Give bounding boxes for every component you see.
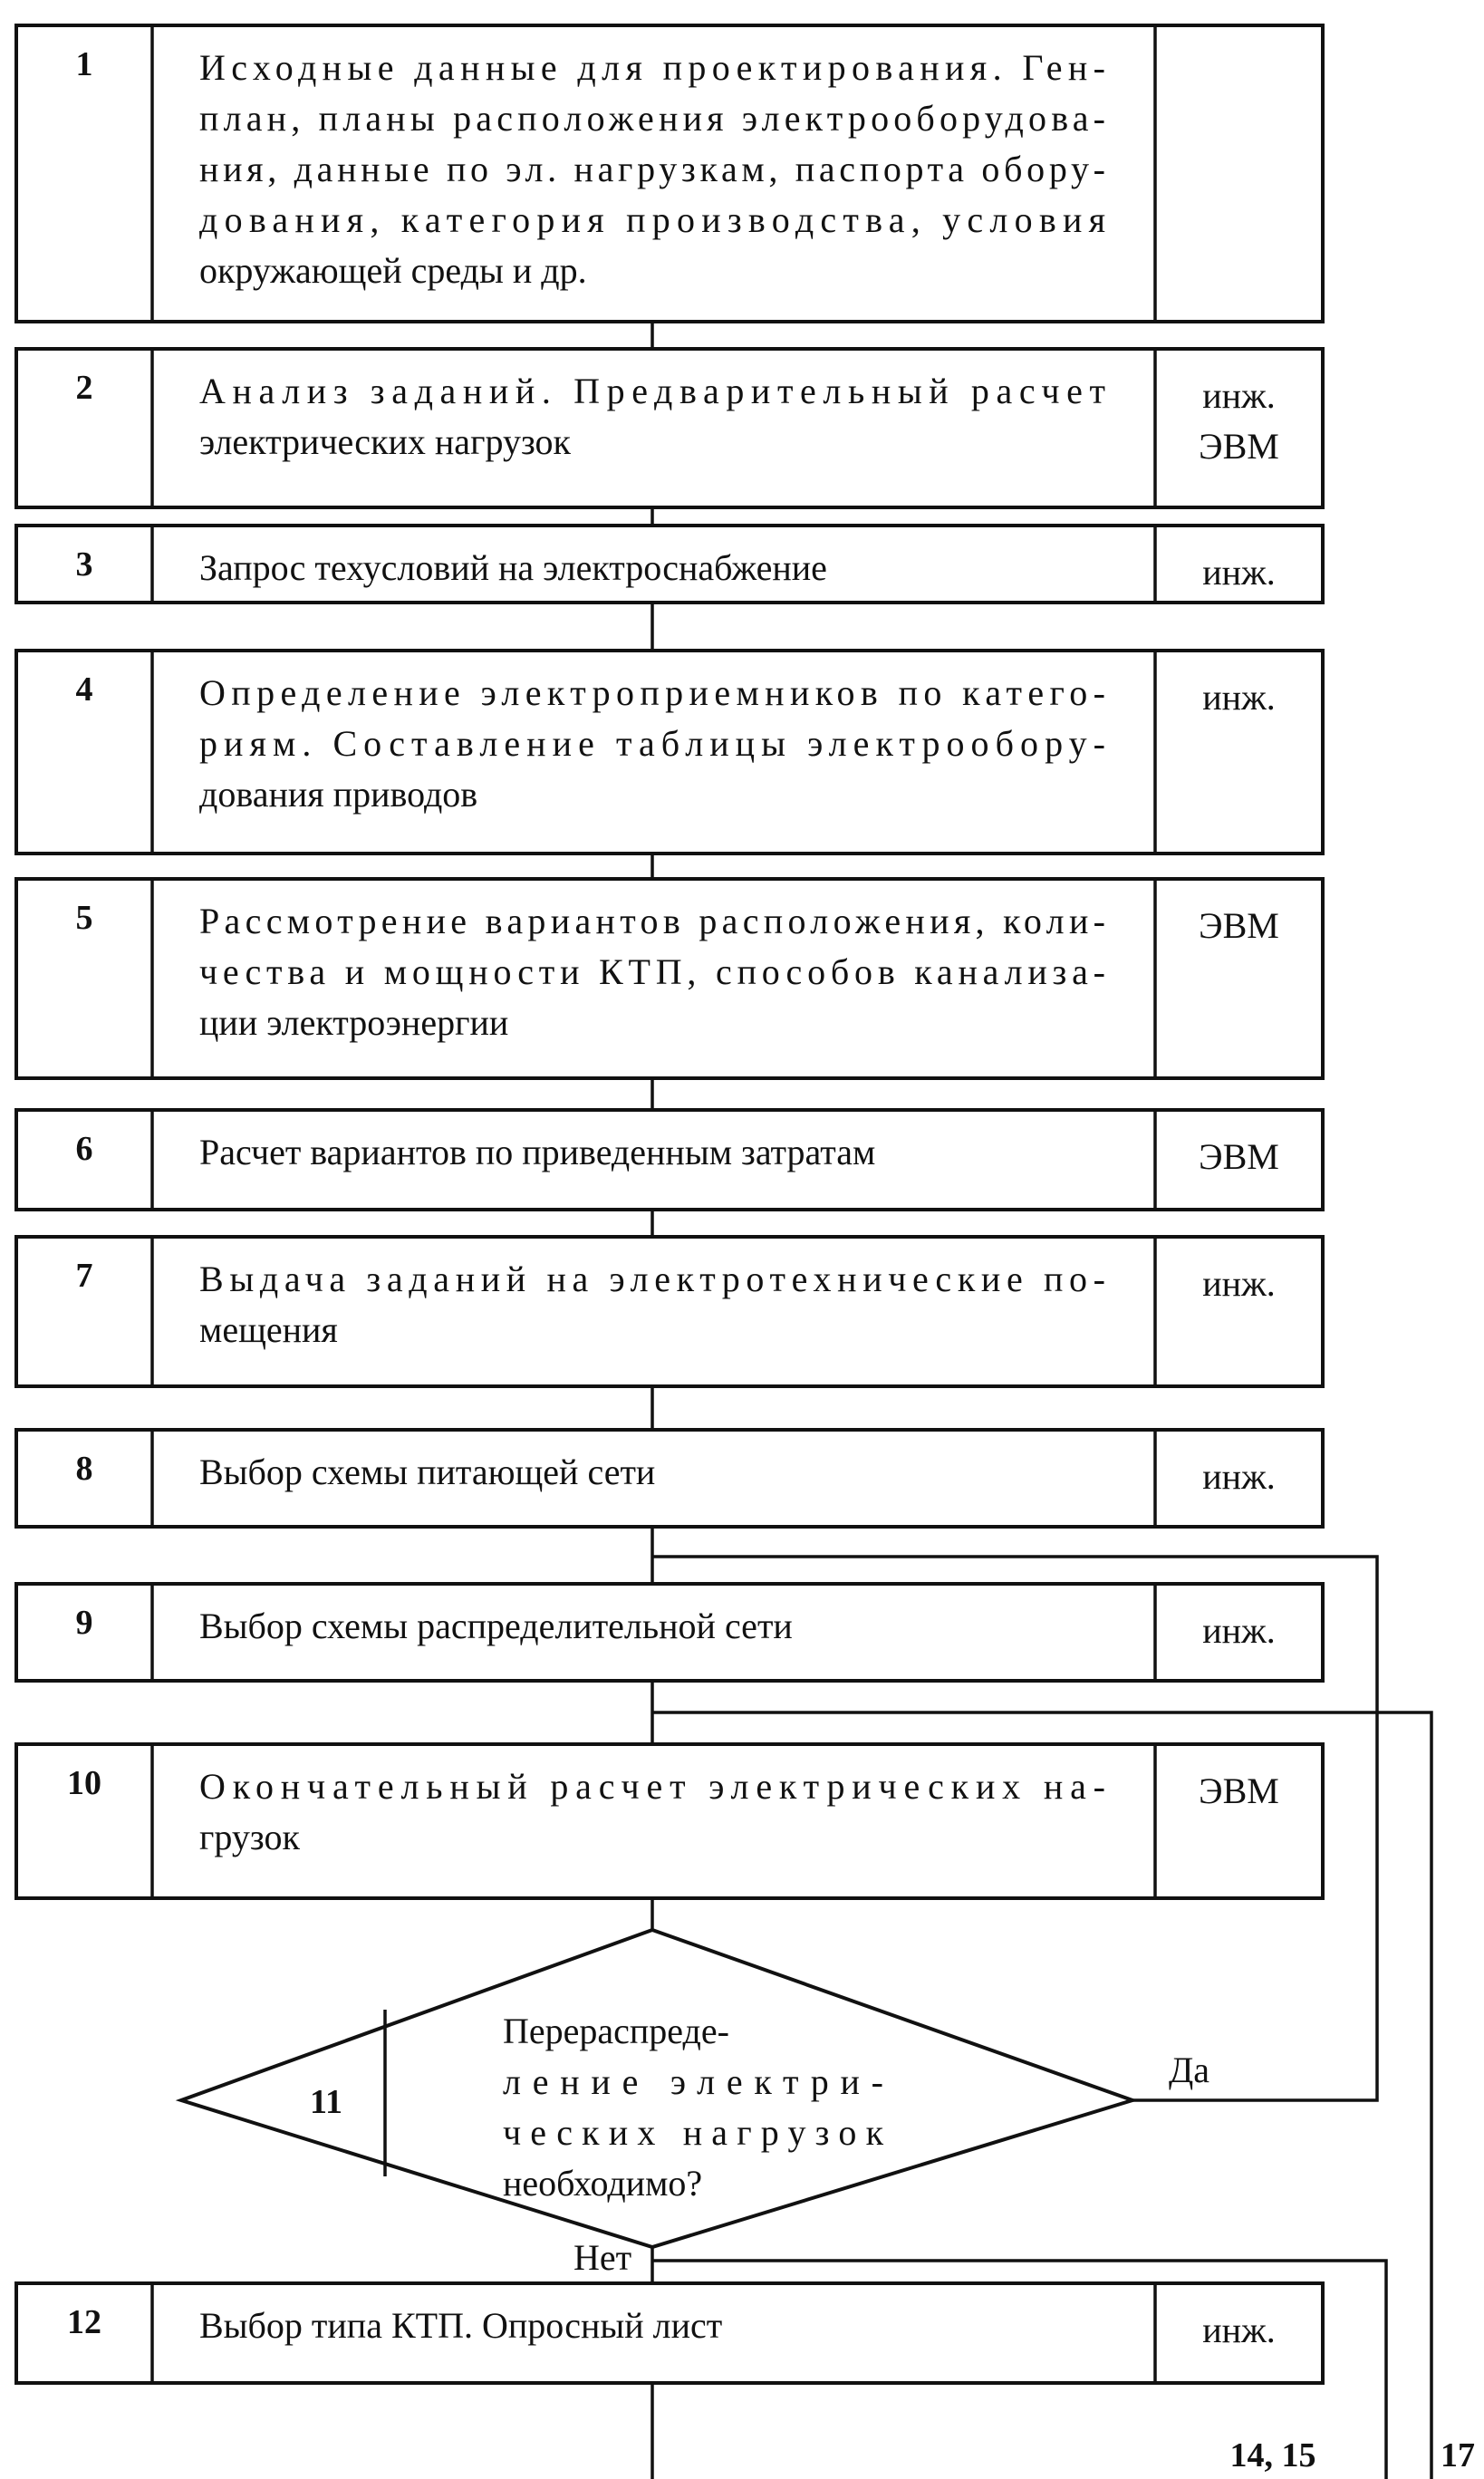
step-text: план, планы расположения электрооборудова- <box>199 98 1106 139</box>
step-text: Выбор схемы распределительной сети <box>199 1606 793 1646</box>
step-text: Выбор схемы питающей сети <box>199 1452 656 1492</box>
step-text: Рассмотрение вариантов расположения, коли- <box>199 901 1105 941</box>
step-text: мещения <box>199 1309 338 1350</box>
no-label: Нет <box>573 2237 632 2278</box>
step-text: окружающей среды и др. <box>199 250 587 291</box>
executor-label: инж. <box>1202 1263 1276 1304</box>
step-number: 1 <box>75 45 93 83</box>
decision-number: 11 <box>310 2083 342 2121</box>
step-text: Окончательный расчет электрических на- <box>199 1766 1105 1807</box>
step-text: грузок <box>199 1817 300 1857</box>
step-text: Запрос техусловий на электроснабжение <box>199 547 827 588</box>
executor-label: инж. <box>1202 552 1276 593</box>
step-text: Выдача заданий на электротехнические по- <box>199 1259 1105 1299</box>
decision-text: Перераспреде- <box>503 2011 729 2051</box>
executor-label: ЭВМ <box>1199 426 1279 467</box>
executor-label: инж. <box>1202 1610 1276 1651</box>
step-text: ции электроэнергии <box>199 1002 509 1043</box>
decision-text: необходимо? <box>503 2163 703 2204</box>
step-3 <box>16 526 1323 603</box>
step-number: 8 <box>75 1450 93 1488</box>
decision-text: ческих нагрузок <box>503 2112 883 2153</box>
step-text: Выбор типа КТП. Опросный лист <box>199 2305 723 2346</box>
decision-11 <box>181 1930 1209 2278</box>
step-text: чества и мощности КТП, способов канализа- <box>199 951 1105 992</box>
executor-label: инж. <box>1202 1456 1276 1497</box>
step-number: 6 <box>75 1130 93 1168</box>
step-text: ния, данные по эл. нагрузкам, паспорта обору- <box>199 149 1105 189</box>
step-4 <box>16 651 1323 854</box>
executor-label: ЭВМ <box>1199 1136 1279 1177</box>
step-12 <box>16 2283 1323 2383</box>
step-number: 12 <box>67 2303 101 2341</box>
step-number: 5 <box>75 899 93 937</box>
executor-label: инж. <box>1202 2310 1276 2350</box>
ref-17: 17 <box>1441 2436 1475 2474</box>
executor-label: ЭВМ <box>1199 905 1279 946</box>
decision-text: ление электри- <box>503 2061 883 2102</box>
step-number: 7 <box>75 1257 93 1295</box>
step-text: Исходные данные для проектирования. Ген- <box>199 47 1105 88</box>
step-5 <box>16 879 1323 1078</box>
step-text: Анализ заданий. Предварительный расчет <box>199 371 1105 411</box>
step-number: 9 <box>75 1604 93 1642</box>
step-7 <box>16 1237 1323 1386</box>
step-text: риям. Составление таблицы электрообору- <box>199 723 1105 764</box>
step-9 <box>16 1584 1323 1681</box>
step-text: Расчет вариантов по приведенным затратам <box>199 1132 876 1172</box>
step-1 <box>16 25 1323 322</box>
bottom-references <box>1230 2436 1476 2474</box>
step-text: дования приводов <box>199 774 478 815</box>
step-text: Определение электроприемников по катего- <box>199 672 1105 713</box>
step-10 <box>16 1744 1323 1898</box>
step-text: электрических нагрузок <box>199 421 571 462</box>
step-8 <box>16 1430 1323 1527</box>
step-2 <box>16 349 1323 507</box>
yes-label: Да <box>1169 2050 1210 2090</box>
ref-14-15: 14, 15 <box>1229 2436 1316 2474</box>
executor-label: ЭВМ <box>1199 1770 1279 1811</box>
executor-label: инж. <box>1202 677 1276 718</box>
step-number: 2 <box>75 369 93 407</box>
step-text: дования, категория производства, условия <box>199 199 1105 240</box>
step-number: 10 <box>67 1764 101 1802</box>
step-6 <box>16 1110 1323 1210</box>
step-number: 3 <box>75 545 93 584</box>
step-number: 4 <box>75 670 93 709</box>
executor-label: инж. <box>1202 375 1276 416</box>
